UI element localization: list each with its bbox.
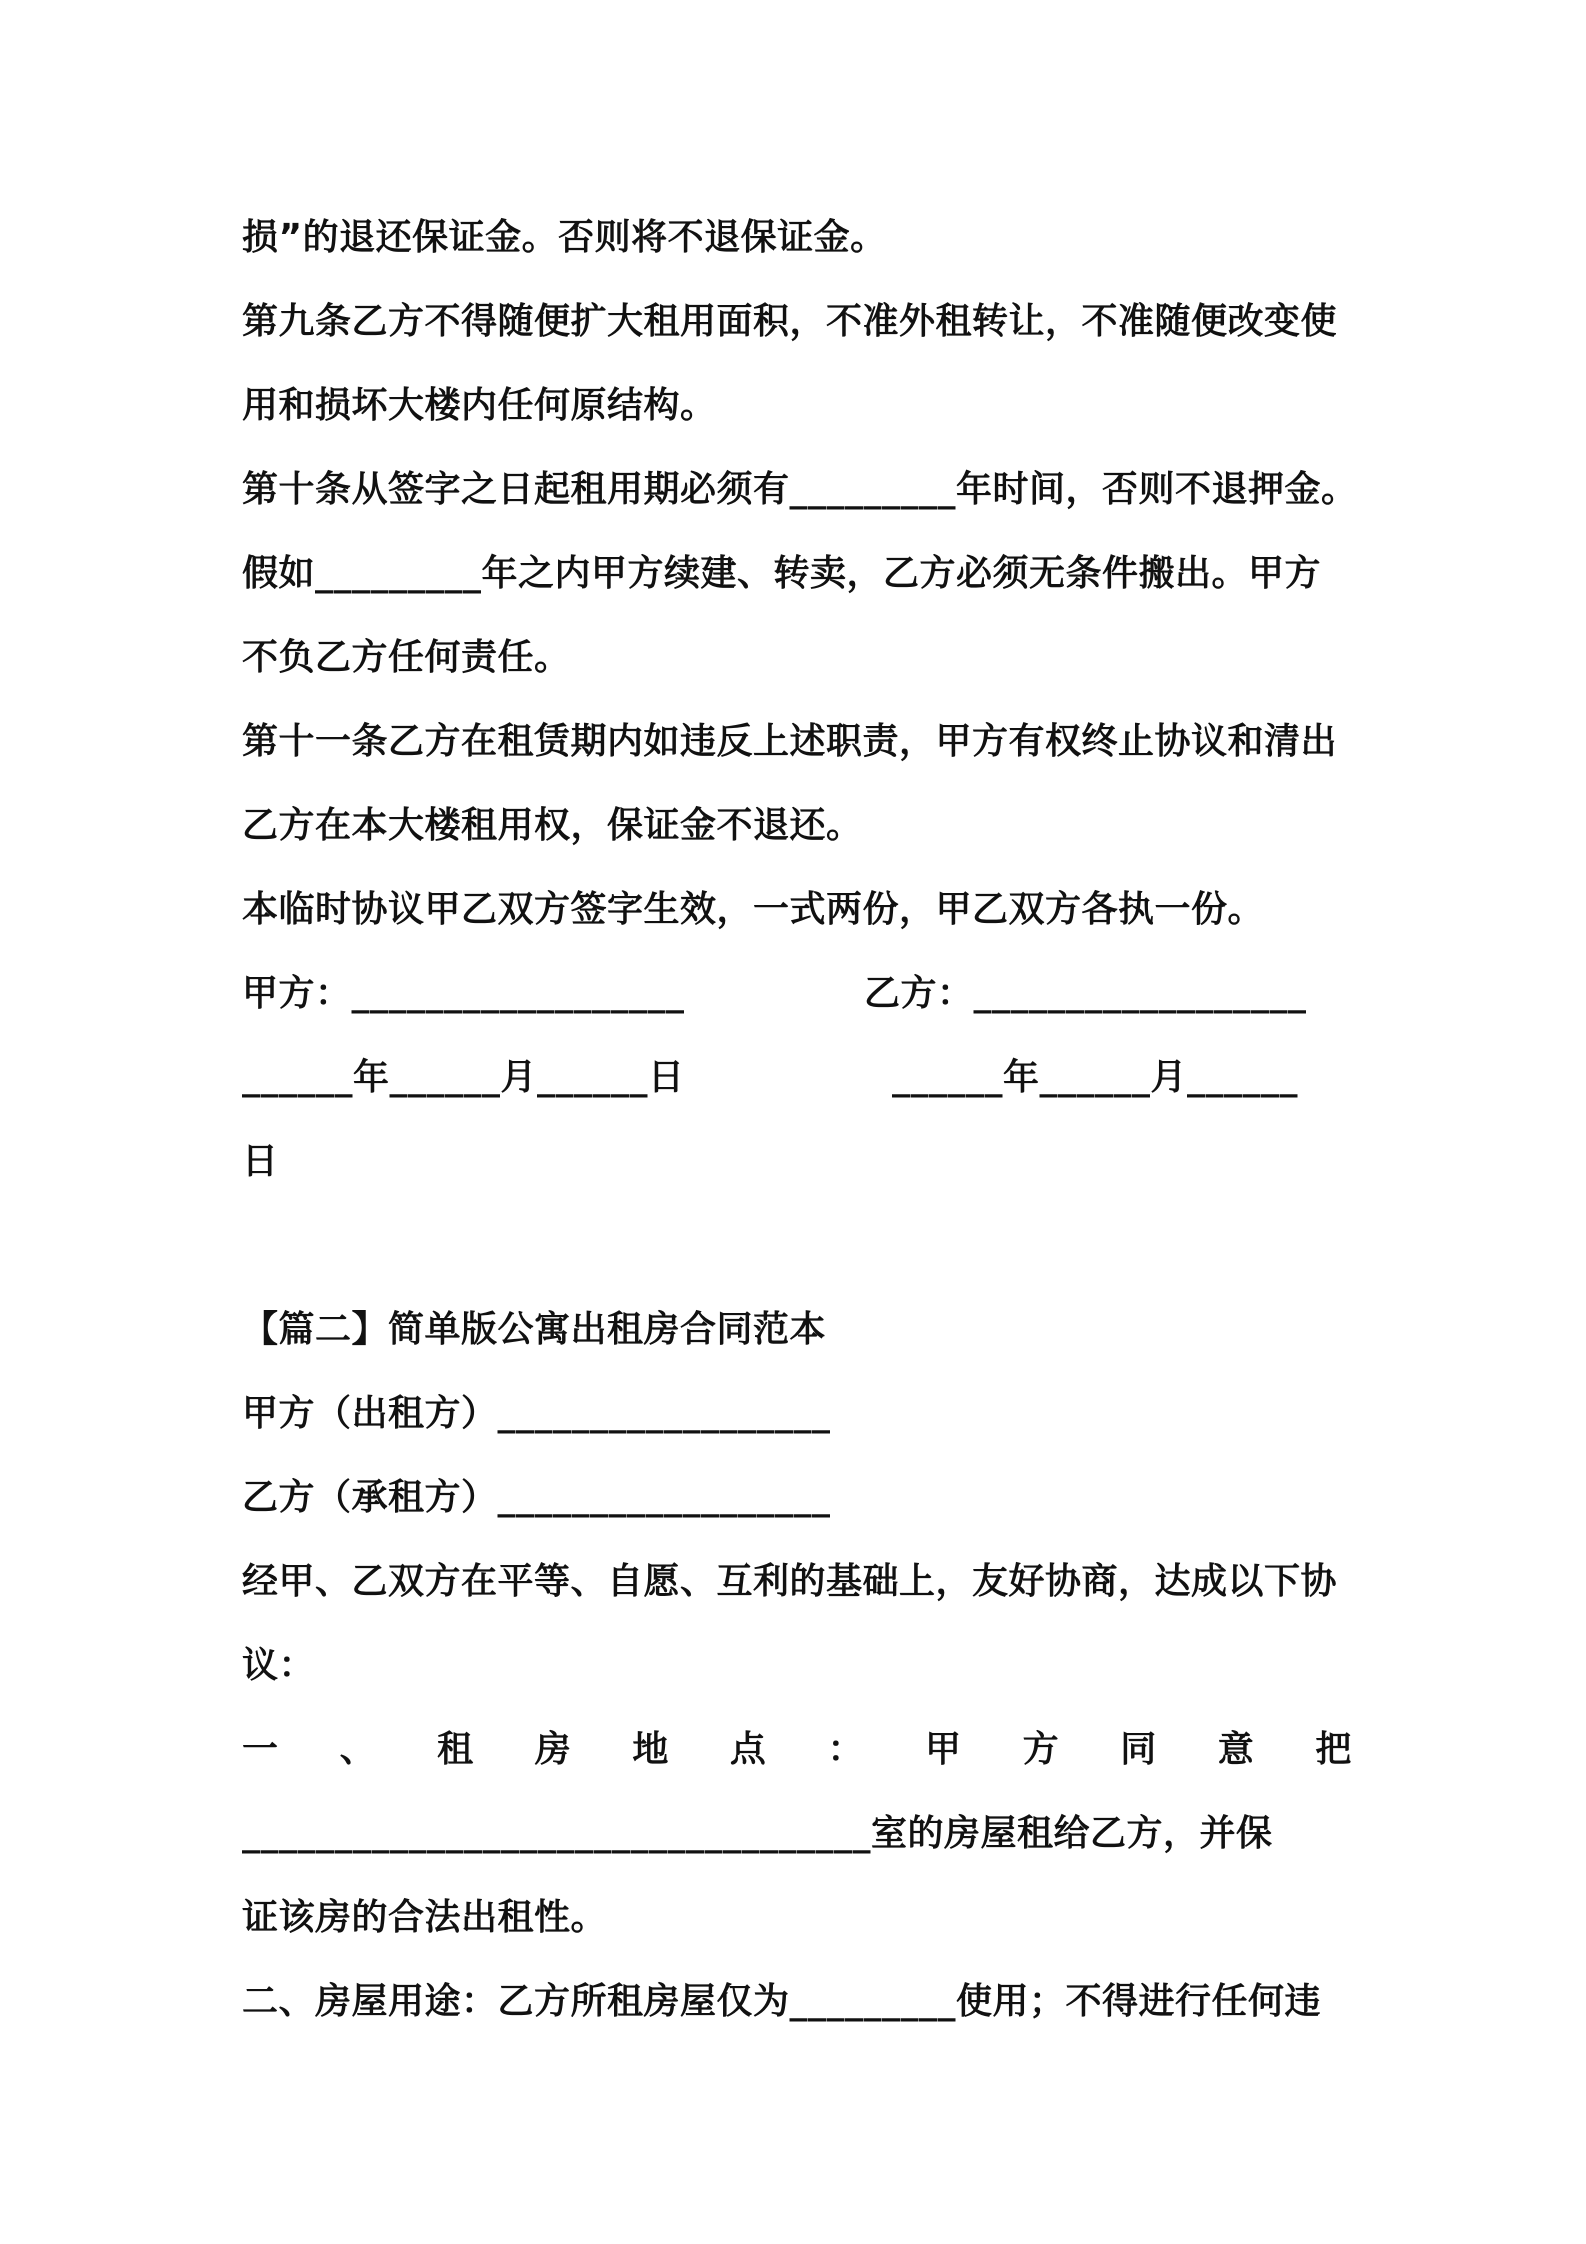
party-b-signature: 乙方：__________________ — [864, 973, 1307, 1014]
clause-10-line-2: 假如_________年之内甲方续建、转卖，乙方必须无条件搬出。甲方 — [242, 553, 1322, 594]
item-1-char: 租 — [437, 1729, 474, 1770]
signature-row — [242, 952, 1352, 1036]
item-1-char: 点 — [729, 1729, 767, 1770]
clause-11-line-1: 第十一条乙方在租赁期内如违反上述职责，甲方有权终止协议和清出 — [242, 721, 1338, 762]
clause-11-line-2: 乙方在本大楼租用权，保证金不退还。 — [242, 805, 863, 846]
item-1-char: 同 — [1120, 1729, 1157, 1770]
item-1-char: ： — [827, 1729, 864, 1770]
party-b-date: ______年______月______ — [892, 1057, 1298, 1098]
party-a-signature: 甲方：__________________ — [242, 973, 685, 1014]
clause-10-line-3: 不负乙方任何责任。 — [242, 637, 571, 678]
item-1-char: 甲 — [925, 1729, 962, 1770]
section-gap — [242, 1204, 1352, 1288]
item-1-line-2: __________________________________室的房屋租给乙方，并保 — [242, 1813, 1273, 1854]
document-body — [242, 196, 1358, 2044]
item-1-line-1 — [242, 1708, 1352, 1792]
item-1-line-3: 证该房的合法出租性。 — [242, 1897, 608, 1938]
lessor-field: 甲方（出租方）__________________ — [242, 1393, 831, 1434]
party-b-date-day: 日 — [242, 1141, 279, 1182]
item-1-char: 房 — [534, 1729, 572, 1770]
intro-line-1: 经甲、乙双方在平等、自愿、互利的基础上，友好协商，达成以下协 — [242, 1561, 1338, 1602]
clause-10-line-1: 第十条从签字之日起租用期必须有_________年时间，否则不退押金。 — [242, 469, 1358, 510]
item-1-char: 、 — [339, 1729, 377, 1770]
item-1-char: 把 — [1315, 1729, 1352, 1770]
clause-8-continuation: 损”的退还保证金。否则将不退保证金。 — [242, 217, 887, 258]
signature-date-row — [242, 1036, 1352, 1120]
item-1-char: 意 — [1217, 1729, 1255, 1770]
clause-9-line-1: 第九条乙方不得随便扩大租用面积，不准外租转让，不准随便改变使 — [242, 301, 1338, 342]
clause-9-line-2: 用和损坏大楼内任何原结构。 — [242, 385, 717, 426]
item-1-char: 方 — [1022, 1729, 1060, 1770]
item-2-line-1: 二、房屋用途：乙方所租房屋仅为_________使用；不得进行任何违 — [242, 1981, 1322, 2022]
party-a-date: ______年______月______日 — [242, 1057, 685, 1098]
agreement-effect-note: 本临时协议甲乙双方签字生效，一式两份，甲乙双方各执一份。 — [242, 889, 1265, 930]
intro-line-2: 议： — [242, 1645, 316, 1686]
item-1-char: 一 — [242, 1729, 279, 1770]
lessee-field: 乙方（承租方）__________________ — [242, 1477, 831, 1518]
item-1-char: 地 — [632, 1729, 669, 1770]
section-2-title: 【篇二】简单版公寓出租房合同范本 — [242, 1309, 827, 1350]
